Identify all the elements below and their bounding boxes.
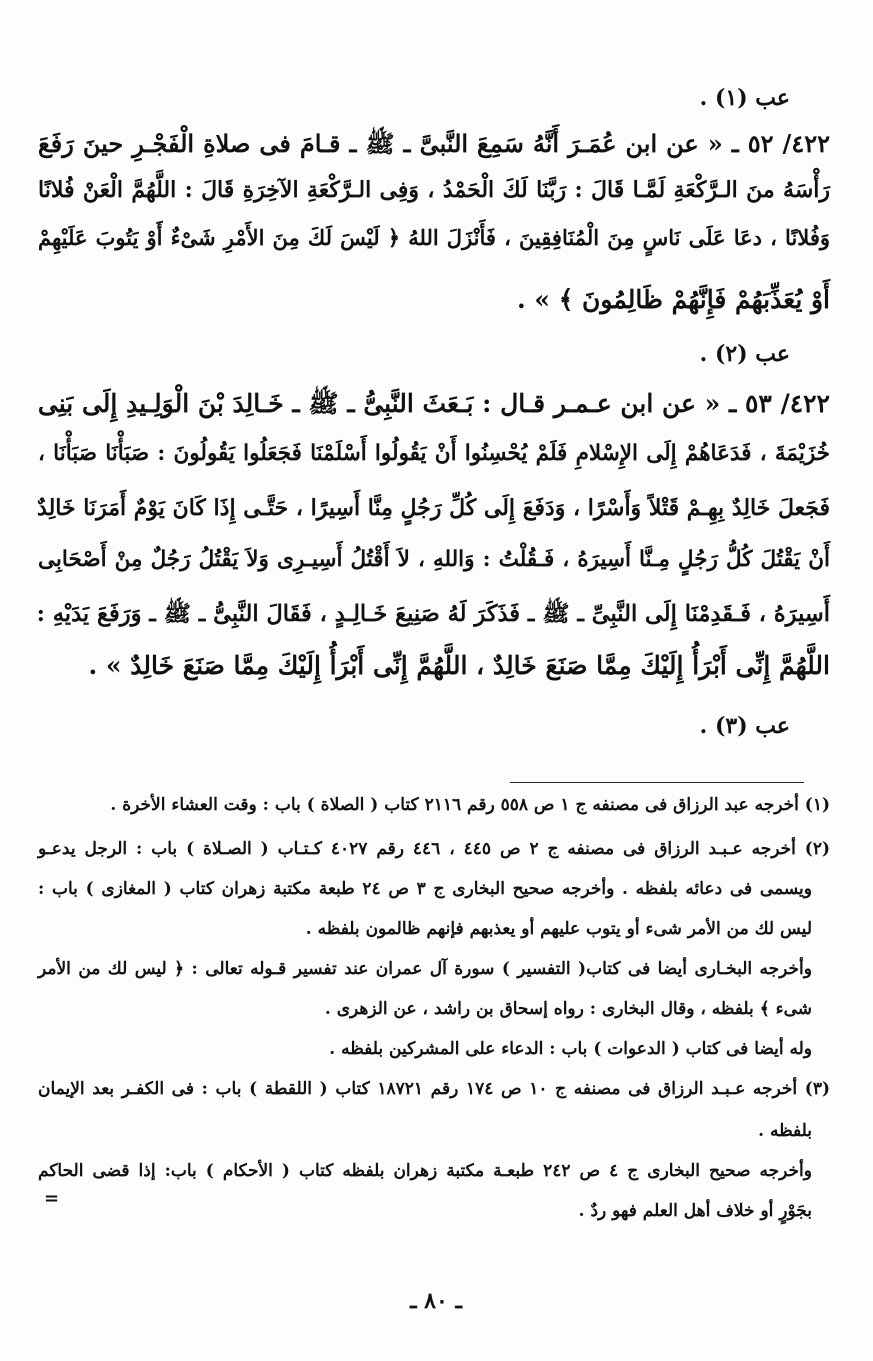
footnote-3-line-2: بلفظه . [758, 1121, 812, 1141]
hadith-52-line-1: ٤٢٢/ ٥٢ ـ « عن ابن عُمَـرَ أَنَّهُ سَمِعَ النَّبىَّ ـ ﷺ ـ قـامَ فى صلاةِ الْفَجْـرِ حينَ رَفَعَ [38, 129, 830, 158]
footnote-2-line-4: وأخرجه البخـارى أيضا فى كتاب( التفسير ) سورة آل عمران عند تفسير قـوله تعالى : ﴿ ليس لك من الأمر [38, 959, 812, 979]
hadith-52-line-4: أَوْ يُعَذِّبَهُمْ فَإِنَّهُمْ ظَالِمُونَ ﴾ » . [516, 285, 830, 314]
footnote-3-line-1: (٣) أخرجه عـبـد الرزاق فى مصنفه ج ١٠ ص ١٧٤ رقم ١٨٧٢١ كتاب ( اللقطة ) باب : فى الكفـر بعد الإيمان [38, 1079, 831, 1099]
footnote-1: (١) أخرجه عبد الرزاق فى مصنفه ج ١ ص ٥٥٨ رقم ٢١١٦ كتاب ( الصلاة ) باب : وقت العشاء الأخرة . [110, 795, 830, 815]
hadith-52-line-2: رَأْسَهُ منَ الـرَّكْعَةِ لَمَّـا قَالَ : رَبَّنَا لَكَ الْحَمْدُ ، وَفِى الـرَّكْعَةِ الآخِرَةِ قَالَ : اللَّهُمَّ الْعَنْ فُلانًا [38, 177, 830, 203]
hadith-53-line-3: فَجَعلَ خَالِدٌ بِهِـمْ قَتْلاً وَأَسْرًا ، وَدَفَعَ إِلَى كُلِّ رَجُلٍ مِنَّا أَسِيرًا ، حَتَّـى إِذَا كَانَ يَوْمٌ أَمَرَنَا خَالِدٌ [37, 495, 830, 521]
footnote-2-line-6: وله أيضا فى كتاب ( الدعوات ) باب : الدعاء على المشركين بلفظه . [329, 1039, 812, 1059]
hadith-53-line-2: خُزَيْمَةَ ، فَدَعَاهُمْ إِلَى الإِسْلامِ فَلَمْ يُحْسِنُوا أَنْ يَقُولُوا أَسْلَمْنَا فَجَعَلُوا يَقُولُونَ : صَبَأْنَا صَبَأْنَا ، [38, 441, 830, 466]
hadith-53-line-1: ٤٢٢/ ٥٣ ـ « عن ابن عـمـر قـال : بَـعَثَ النَّبِىُّ ـ ﷺ ـ خَـالِدَ بْنَ الْوَلِـيدِ إِلَى بَنِى [37, 389, 830, 418]
footnote-2-line-5: شىء ﴾ بلفظه ، وقال البخارى : رواه إسحاق بن راشد ، عن الزهرى . [324, 999, 812, 1019]
footnote-2-line-3: ليس لك من الأمر شىء أو يتوب عليهم أو يعذبهم فإنهم ظالمون بلفظه . [305, 919, 812, 939]
source-ref-3: عب (٣) . [699, 713, 790, 739]
footnote-divider [510, 782, 804, 783]
hadith-53-line-5: أَسِيرَهُ ، فَـقَدِمْنَا إِلَى النَّبِىِّ ـ ﷺ ـ فَذَكَرَ لَهُ صَنِيعَ خَـالِـدٍ ، فَقَالَ النَّبِىُّ ـ ﷺ ـ وَرَفَعَ يَدَيْهِ : [36, 601, 830, 627]
footnote-2-line-1: (٢) أخرجه عـبـد الرزاق فى مصنفه ج ٢ ص ٤٤٥ ، ٤٤٦ رقم ٤٠٢٧ كـتـاب ( الصـلاة ) باب : الرجل يدعـو [38, 839, 830, 859]
hadith-52-line-3: وَفُلانًا ، دعَا عَلَى نَاسٍ مِنَ الْمُنَافِقِينَ ، فَأَنْزَلَ اللهُ ﴿ لَيْسَ لَكَ مِنَ الأَمْرِ شَىْءٌ أَوْ يَتُوبَ عَلَيْهِمْ [38, 225, 830, 250]
footnote-2-line-2: ويسمى فى دعائه بلفظه . وأخرجه صحيح البخارى ج ٣ ص ٢٤ طبعة مكتبة زهران كتاب ( المغازى ) باب : [38, 879, 813, 899]
source-ref-1: عب (١) . [699, 85, 790, 111]
footnote-3-line-3: وأخرجه صحيح البخارى ج ٤ ص ٢٤٢ طبعـة مكتبة زهران بلفظه كتاب ( الأحكام ) باب: إذا قضى الحاكم [38, 1161, 812, 1181]
continuation-mark: = [44, 1188, 60, 1209]
hadith-53-line-4: أَنْ يَقْتُلَ كُلُّ رَجُلٍ مِـنَّا أَسِيرَهُ ، فَـقُلْتُ : وَاللهِ ، لاَ أَقْتُلُ أَسِيـرِى وَلاَ يَقْتُلُ رَجُلٌ مِنْ أَصْحَابِى [38, 547, 830, 572]
hadith-53-line-6: اللَّهُمَّ إِنِّى أَبْرَأُ إِلَيْكَ مِمَّا صَنَعَ خَالِدٌ ، اللَّهُمَّ إِنِّى أَبْرَأُ إِلَيْكَ مِمَّا صَنَعَ خَالِدٌ » . [88, 651, 830, 680]
source-ref-2: عب (٢) . [699, 341, 790, 367]
page-number: ـ ٨٠ ـ [410, 1288, 462, 1314]
footnote-3-line-4: بجَوْرٍ أو خلاف أهل العلم فهو ردٌ . [578, 1201, 812, 1221]
